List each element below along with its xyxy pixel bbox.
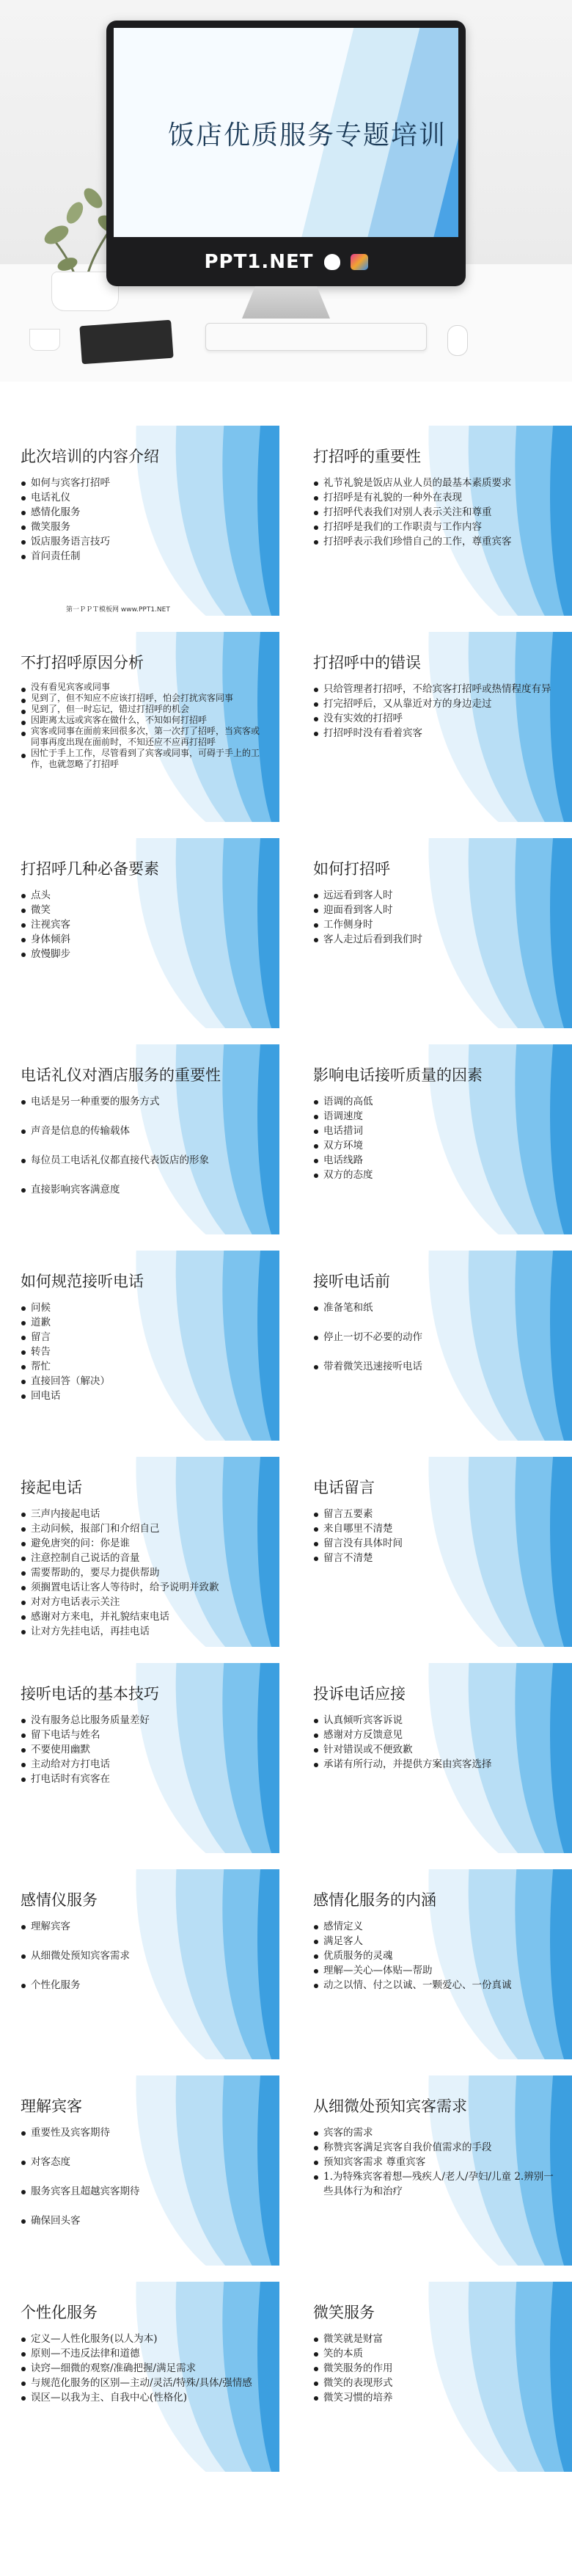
slide-thumbnail[interactable] bbox=[293, 2282, 572, 2472]
slide-bullet-item: 留言五要素 bbox=[313, 1507, 556, 1521]
slide-bullet-item: 身体倾斜 bbox=[21, 932, 263, 947]
slide-bullet-item: 从细微处预知宾客需求 bbox=[21, 1949, 263, 1963]
slide-title: 微笑服务 bbox=[313, 2304, 375, 2321]
slide-title: 打招呼的重要性 bbox=[313, 448, 421, 465]
slide-bullet-item: 转告 bbox=[21, 1345, 263, 1359]
slide-bullet-list bbox=[21, 476, 263, 564]
slide-bullet-item: 语调的高低 bbox=[313, 1094, 556, 1109]
slide-bullet-item: 只给管理者打招呼，不给宾客打招呼或热情程度有异 bbox=[313, 682, 556, 696]
slide-bullet-item: 来自哪里不清楚 bbox=[313, 1521, 556, 1536]
slide-title: 如何规范接听电话 bbox=[21, 1273, 144, 1290]
slide-bullet-list bbox=[313, 2125, 556, 2199]
slide-bullet-list bbox=[313, 1507, 556, 1565]
slide-bullet-item: 打招呼表示我们珍惜自己的工作，尊重宾客 bbox=[313, 534, 556, 549]
slide-bullet-item: 承诺有所行动，并提供方案由宾客选择 bbox=[313, 1757, 556, 1772]
slide-bullet-item: 放慢脚步 bbox=[21, 947, 263, 961]
slide-bullet-list bbox=[21, 1919, 263, 2007]
presentation-title: 饭店优质服务专题培训 bbox=[168, 120, 447, 150]
slide-bullet-list bbox=[313, 888, 556, 947]
slide-bullet-item: 笑的本质 bbox=[313, 2346, 556, 2361]
slide-thumbnail[interactable] bbox=[293, 1663, 572, 1853]
slide-bullet-item: 声音是信息的传输载体 bbox=[21, 1124, 263, 1138]
slide-title: 打招呼中的错误 bbox=[313, 654, 421, 672]
slide-bullet-list bbox=[313, 2332, 556, 2405]
slide-bullet-item: 每位员工电话礼仪都直接代表饭店的形象 bbox=[21, 1153, 263, 1168]
slide-thumbnail[interactable] bbox=[293, 1044, 572, 1234]
slide-bullet-item: 对对方电话表示关注 bbox=[21, 1595, 263, 1609]
slide-bullet-item: 注视宾客 bbox=[21, 917, 263, 932]
slide-bullet-list bbox=[21, 682, 263, 770]
slide-title: 感情仪服务 bbox=[21, 1891, 98, 1909]
slide-thumbnail[interactable] bbox=[0, 1251, 279, 1441]
slide-bullet-item: 回电话 bbox=[21, 1389, 263, 1403]
slide-bullet-item: 微笑就是财富 bbox=[313, 2332, 556, 2346]
slide-bullet-item: 留下电话与姓名 bbox=[21, 1728, 263, 1742]
slide-bullet-item: 重要性及宾客期待 bbox=[21, 2125, 263, 2140]
slide-bullet-item: 个性化服务 bbox=[21, 1978, 263, 1993]
slide-bullet-item: 直接影响宾客满意度 bbox=[21, 1182, 263, 1197]
slide-thumbnail[interactable] bbox=[0, 838, 279, 1028]
slide-bullet-item: 问候 bbox=[21, 1300, 263, 1315]
slide-bullet-item: 点头 bbox=[21, 888, 263, 903]
slide-bullet-item: 微笑服务 bbox=[21, 520, 263, 534]
slide-bullet-item: 双方环境 bbox=[313, 1138, 556, 1153]
slide-bullet-item: 注意控制自己说话的音量 bbox=[21, 1551, 263, 1565]
slide-row bbox=[0, 838, 572, 1028]
slide-bullet-item: 不要使用幽默 bbox=[21, 1742, 263, 1757]
slide-bullet-item: 三声内接起电话 bbox=[21, 1507, 263, 1521]
monitor-chin bbox=[106, 237, 466, 286]
slide-thumbnail[interactable] bbox=[0, 1044, 279, 1234]
slide-bullet-item: 认真倾听宾客诉说 bbox=[313, 1713, 556, 1728]
slide-bullet-item: 打招呼代表我们对别人表示关注和尊重 bbox=[313, 505, 556, 520]
slide-bullet-item: 主动问候，报部门和介绍自己 bbox=[21, 1521, 263, 1536]
slide-bullet-list bbox=[21, 1094, 263, 1212]
slide-thumbnail[interactable] bbox=[293, 1251, 572, 1441]
slide-bullet-list bbox=[21, 2332, 263, 2405]
slide-thumbnail[interactable] bbox=[293, 426, 572, 616]
slide-bullet-item: 误区—以我为主、自我中心(性格化) bbox=[21, 2390, 263, 2405]
slide-bullet-item: 见到了，但不知应不应该打招呼，怕会打扰宾客同事 bbox=[21, 693, 263, 704]
slide-title: 影响电话接听质量的因素 bbox=[313, 1066, 483, 1084]
slide-bullet-item: 如何与宾客打招呼 bbox=[21, 476, 263, 490]
slide-bullet-item: 迎面看到客人时 bbox=[313, 903, 556, 917]
slide-bullet-item: 需要帮助的，要尽力提供帮助 bbox=[21, 1565, 263, 1580]
slide-bullet-item: 带着微笑迅速接听电话 bbox=[313, 1359, 556, 1374]
slide-bullet-item: 电话线路 bbox=[313, 1153, 556, 1168]
slide-bullet-item: 预知宾客需求 尊重宾客 bbox=[313, 2155, 556, 2169]
slide-footer: 第一ＰＰＴ模板网 www.PPT1.NET bbox=[66, 606, 170, 614]
slide-bullet-item: 停止一切不必要的动作 bbox=[313, 1330, 556, 1345]
slide-thumbnail[interactable] bbox=[293, 1457, 572, 1647]
slide-title: 此次培训的内容介绍 bbox=[21, 448, 159, 465]
slide-row bbox=[0, 1044, 572, 1234]
slide-bullet-item: 见到了，但一时忘记，错过打招呼的机会 bbox=[21, 704, 263, 715]
slide-bullet-item: 诀窍—细微的观察/准确把握/满足需求 bbox=[21, 2361, 263, 2376]
slide-row bbox=[0, 426, 572, 616]
slide-bullet-item: 主动给对方打电话 bbox=[21, 1757, 263, 1772]
slide-bullet-item: 服务宾客且超越宾客期待 bbox=[21, 2184, 263, 2199]
slide-bullet-item: 打招呼是我们的工作职责与工作内容 bbox=[313, 520, 556, 534]
slide-bullet-item: 感谢对方反馈意见 bbox=[313, 1728, 556, 1742]
slide-bullet-item: 没有服务总比服务质量差好 bbox=[21, 1713, 263, 1728]
slide-row bbox=[0, 1251, 572, 1441]
slide-thumbnail[interactable] bbox=[0, 1869, 279, 2059]
slide-thumbnail[interactable] bbox=[0, 1663, 279, 1853]
slide-bullet-item: 双方的态度 bbox=[313, 1168, 556, 1182]
slide-bullet-item: 打电话时有宾客在 bbox=[21, 1772, 263, 1786]
slide-title: 投诉电话应接 bbox=[313, 1685, 406, 1703]
slide-bullet-list bbox=[21, 1300, 263, 1403]
brand-logo-text: PPT1.NET bbox=[204, 250, 314, 273]
slide-bullet-item: 打完招呼后，又从靠近对方的身边走过 bbox=[313, 696, 556, 711]
slide-title: 感情化服务的内涵 bbox=[313, 1891, 436, 1909]
slide-bullet-item: 饭店服务语言技巧 bbox=[21, 534, 263, 549]
notebook bbox=[79, 320, 173, 365]
slide-row bbox=[0, 1457, 572, 1647]
slide-row bbox=[0, 2075, 572, 2266]
slide-bullet-item: 须搁置电话让客人等待时，给予说明并致歉 bbox=[21, 1580, 263, 1595]
slide-row bbox=[0, 1869, 572, 2059]
slide-bullet-item: 让对方先挂电话，再挂电话 bbox=[21, 1624, 263, 1639]
slide-bullet-item: 理解—关心—体贴—帮助 bbox=[313, 1963, 556, 1978]
slide-bullet-item: 微笑的表现形式 bbox=[313, 2376, 556, 2390]
slide-thumbnail[interactable] bbox=[0, 632, 279, 822]
slide-bullet-item: 确保回头客 bbox=[21, 2213, 263, 2228]
slide-title: 电话礼仪对酒店服务的重要性 bbox=[21, 1066, 221, 1084]
slide-bullet-list bbox=[21, 888, 263, 961]
powerpoint-logo-icon bbox=[351, 254, 368, 270]
slide-bullet-list bbox=[313, 682, 556, 741]
slide-title: 接起电话 bbox=[21, 1479, 82, 1496]
slide-bullet-list bbox=[21, 1713, 263, 1786]
slide-bullet-item: 礼节礼貌是饭店从业人员的最基本素质要求 bbox=[313, 476, 556, 490]
keyboard bbox=[205, 323, 427, 351]
slide-thumbnail[interactable] bbox=[0, 2075, 279, 2266]
slide-thumbnail[interactable] bbox=[293, 838, 572, 1028]
slide-bullet-item: 直接回答（解决） bbox=[21, 1374, 263, 1389]
monitor-screen bbox=[114, 28, 458, 237]
slide-bullet-item: 微笑习惯的培养 bbox=[313, 2390, 556, 2405]
slide-bullet-item: 微笑 bbox=[21, 903, 263, 917]
slide-bullet-item: 定义—人性化服务(以人为本) bbox=[21, 2332, 263, 2346]
slide-bullet-list bbox=[313, 1300, 556, 1389]
slide-bullet-item: 留言没有具体时间 bbox=[313, 1536, 556, 1551]
slide-bullet-item: 称赞宾客满足宾客自我价值需求的手段 bbox=[313, 2140, 556, 2155]
slide-bullet-item: 打招呼时没有看着宾客 bbox=[313, 726, 556, 741]
slide-bullet-list bbox=[313, 1094, 556, 1182]
imac-monitor bbox=[106, 21, 466, 286]
slide-bullet-item: 远远看到客人时 bbox=[313, 888, 556, 903]
slide-bullet-list bbox=[21, 1507, 263, 1639]
slide-bullet-item: 对客态度 bbox=[21, 2155, 263, 2169]
slide-bullet-item: 首问责任制 bbox=[21, 549, 263, 564]
slide-bullet-item: 留言不清楚 bbox=[313, 1551, 556, 1565]
slide-bullet-list bbox=[313, 1713, 556, 1772]
slide-bullet-item: 准备笔和纸 bbox=[313, 1300, 556, 1315]
slide-thumbnail[interactable] bbox=[293, 1869, 572, 2059]
slide-bullet-list bbox=[21, 2125, 263, 2243]
slide-title: 接听电话前 bbox=[313, 1273, 390, 1290]
slide-title: 个性化服务 bbox=[21, 2304, 98, 2321]
slide-bullet-item: 留言 bbox=[21, 1330, 263, 1345]
slide-row bbox=[0, 632, 572, 822]
slide-bullet-item: 没有看见宾客或同事 bbox=[21, 682, 263, 693]
slide-bullet-item: 感情定义 bbox=[313, 1919, 556, 1934]
slide-bullet-item: 电话是另一种重要的服务方式 bbox=[21, 1094, 263, 1109]
slide-bullet-list bbox=[313, 1919, 556, 1993]
slide-title: 不打招呼原因分析 bbox=[21, 654, 144, 672]
slide-bullet-item: 满足客人 bbox=[313, 1934, 556, 1949]
slide-bullet-item: 1.为特殊宾客着想—残疾人/老人/孕妇/儿童 2.辨别一些具体行为和治疗 bbox=[313, 2169, 556, 2199]
slide-grid bbox=[0, 426, 572, 2488]
slide-bullet-item: 打招呼是有礼貌的一种外在表现 bbox=[313, 490, 556, 505]
slide-bullet-item: 帮忙 bbox=[21, 1359, 263, 1374]
slide-title: 打招呼几种必备要素 bbox=[21, 860, 159, 878]
mouse bbox=[447, 325, 468, 356]
slide-title: 如何打招呼 bbox=[313, 860, 390, 878]
slide-thumbnail[interactable] bbox=[293, 2075, 572, 2266]
slide-bullet-item: 感谢对方来电，并礼貌结束电话 bbox=[21, 1609, 263, 1624]
slide-bullet-list bbox=[313, 476, 556, 549]
slide-bullet-item: 感情化服务 bbox=[21, 505, 263, 520]
slide-bullet-item: 工作侧身时 bbox=[313, 917, 556, 932]
hero-photo bbox=[0, 0, 572, 382]
slide-bullet-item: 宾客或同事在面前来回很多次，第一次打了招呼，当宾客或同事再度出现在面前时，不知还应不应再打招呼 bbox=[21, 726, 263, 748]
slide-thumbnail[interactable] bbox=[0, 2282, 279, 2472]
slide-thumbnail[interactable] bbox=[293, 632, 572, 822]
slide-title: 电话留言 bbox=[313, 1479, 375, 1496]
slide-thumbnail[interactable] bbox=[0, 426, 279, 616]
slide-row bbox=[0, 2282, 572, 2472]
cup bbox=[29, 329, 60, 351]
slide-bullet-item: 避免唐突的问：你是谁 bbox=[21, 1536, 263, 1551]
slide-bullet-item: 宾客的需求 bbox=[313, 2125, 556, 2140]
slide-bullet-item: 电话措词 bbox=[313, 1124, 556, 1138]
slide-bullet-item: 电话礼仪 bbox=[21, 490, 263, 505]
slide-row bbox=[0, 1663, 572, 1853]
slide-bullet-item: 微笑服务的作用 bbox=[313, 2361, 556, 2376]
slide-bullet-item: 优质服务的灵魂 bbox=[313, 1949, 556, 1963]
slide-bullet-item: 动之以情、付之以诚、一颗爱心、一份真诚 bbox=[313, 1978, 556, 1993]
slide-bullet-item: 与规范化服务的区别—主动/灵活/特殊/具体/强情感 bbox=[21, 2376, 263, 2390]
slide-thumbnail[interactable] bbox=[0, 1457, 279, 1647]
slide-bullet-item: 没有实效的打招呼 bbox=[313, 711, 556, 726]
monitor-stand bbox=[242, 286, 330, 319]
apple-logo-icon bbox=[324, 254, 340, 270]
slide-bullet-item: 理解宾客 bbox=[21, 1919, 263, 1934]
slide-bullet-item: 原则—不违反法律和道德 bbox=[21, 2346, 263, 2361]
slide-bullet-item: 因忙于手上工作，尽管看到了宾客或同事，可碍于手上的工作，也就忽略了打招呼 bbox=[21, 748, 263, 770]
slide-bullet-item: 因距离太远或宾客在做什么，不知如何打招呼 bbox=[21, 715, 263, 726]
slide-title: 接听电话的基本技巧 bbox=[21, 1685, 159, 1703]
slide-bullet-item: 客人走过后看到我们时 bbox=[313, 932, 556, 947]
slide-bullet-item: 道歉 bbox=[21, 1315, 263, 1330]
slide-title: 理解宾客 bbox=[21, 2097, 82, 2115]
slide-bullet-item: 针对错误或不便致歉 bbox=[313, 1742, 556, 1757]
slide-bullet-item: 语调速度 bbox=[313, 1109, 556, 1124]
slide-title: 从细微处预知宾客需求 bbox=[313, 2097, 467, 2115]
